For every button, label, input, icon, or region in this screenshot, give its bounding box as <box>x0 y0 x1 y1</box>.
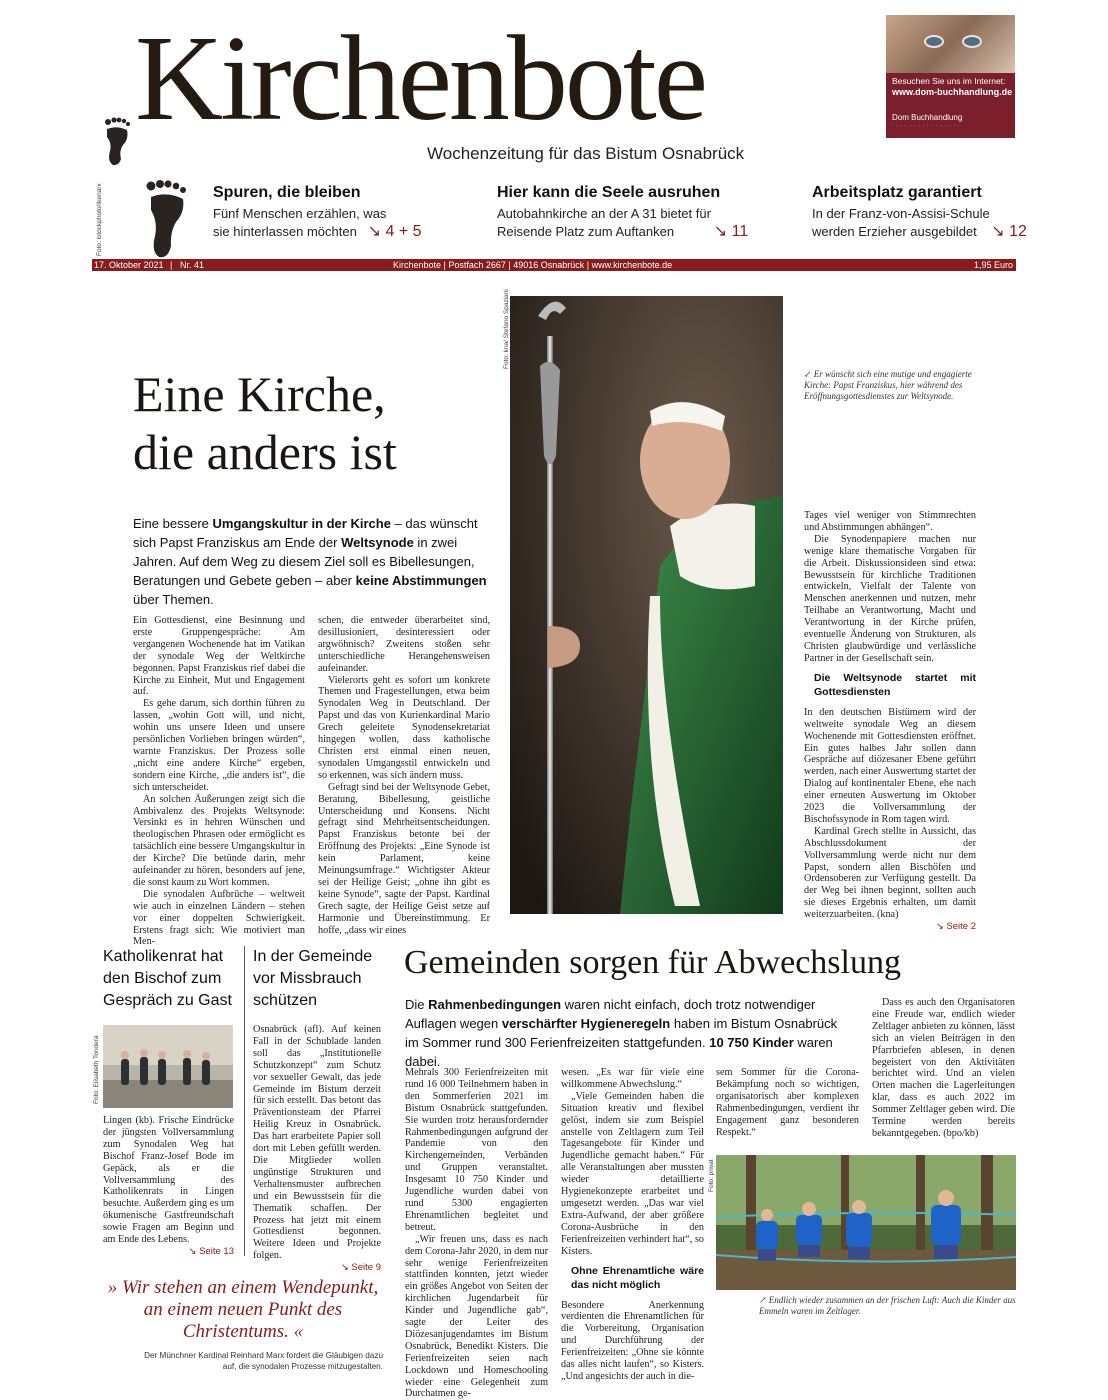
article2-lead-g: waren dabei. <box>405 1035 833 1069</box>
side1-ref[interactable]: ↘ Seite 13 <box>188 1245 234 1257</box>
masthead-subtitle: Wochenzeitung für das Bistum Osnabrück <box>427 144 745 163</box>
paragraph: Besondere Anerkennung verdienten die Ehrenamtlichen für die Vorbereitung, Organisation und Durchführung der Ferienfreizeiten: „Ohne sie könnte das alles nicht laufen“, so Kisters. „Und angesichts der auch in die- <box>561 1299 704 1382</box>
ad-url[interactable]: www.dom-buchhandlung.de <box>892 87 1013 97</box>
lead-headline <box>133 365 397 481</box>
teaser-2-line1: Autobahnkirche an der A 31 bietet für <box>497 206 711 221</box>
issue-number: Nr. 41 <box>180 260 205 270</box>
paragraph: sem Sommer für die Corona-Bekämpfung noch so wichtigen, organisatorisch aber komplexen Rahmenbedingungen, verdient ihr Engagement ganz besonderen Respekt.“ <box>716 1067 859 1138</box>
article2-col-3 <box>716 1067 859 1138</box>
teaser-2-ref: ↘ 11 <box>713 223 749 240</box>
pope-caption-text: Er wünscht sich eine mutige und engagierte Kirche: Papst Franziskus, hier während des Eröffnungsgottesdienstes zur Weltsynode. <box>804 369 972 401</box>
footprint-icon <box>103 117 133 167</box>
pope-photo <box>510 296 783 914</box>
article2-lead-b: Rahmenbedingungen <box>428 997 562 1012</box>
side2-ref[interactable]: ↘ Seite 9 <box>340 1262 381 1274</box>
lead-intro-c: – das wünscht sich Papst Franziskus am Ende der <box>133 516 478 550</box>
issue-date: 17. Oktober 2021 <box>94 260 164 270</box>
teaser-1-line2: sie hinterlassen möchten <box>213 224 357 239</box>
paragraph: „Viele Gemeinden haben die Situation kreativ und flexibel gelöst, indem sie zum Beispiel anstelle von Zeltlagern zum Teil Tagesangebote für Kinder und Jugendliche gemacht haben.“ Für alle Veranstaltungen aber mussten wieder detaillierte Hygienekonzepte erarbeitet und umgesetzt werden. „Das war viel Extra-Aufwand, der aber größere Corona-Ausbrüche in den Ferienfreizeiten verhindert hat“, so Kisters. <box>561 1090 704 1257</box>
side1-text: Lingen (kb). Frische Eindrücke der jüngsten Vollversammlung zum Synodalen Weg hat Bischof Franz-Josef Bode im Gepäck, als er die Vollversammlung des Katholikenrats in Lingen besuchte. Außerdem ging es um ökumenische Gastfreundschaft sowie Fragen am Beginn und am Ende des Lebens. <box>103 1115 234 1246</box>
teaser-3-line2: werden Erzieher ausgebildet <box>812 224 977 239</box>
quote-attribution <box>103 1350 383 1372</box>
paragraph: Tages viel weniger von Stimmrechten und Abstimmungen abhängen“. <box>804 510 976 533</box>
article2-lead-c: waren nicht einfach, doch trotz notwendiger Auflagen wegen <box>405 997 816 1031</box>
lead-col-1 <box>133 615 305 948</box>
side2-headline: In der Gemeinde vor Missbrauch schützen <box>253 948 373 1009</box>
paragraph: Dass es auch den Organisatoren eine Freude war, endlich wieder Zeltlager anbieten zu können, lässt sich an vielen Beiträgen in den Pfarrbriefen ablesen, in denen begeistert von den Aktivitäten berichtet wird. Und an vielen Orten machen die Lagerleitungen klar, dass es auch 2022 im Sommer Zeltlager geben wird. Die Termine werden bereits bekanntgegeben. (bpo/kb) <box>872 997 1015 1139</box>
article2-subhead: Ohne Ehrenamtliche wäre das nicht möglich <box>571 1264 704 1291</box>
teaser-2[interactable] <box>497 184 748 241</box>
article2-lead-d: verschärfter Hygieneregeln <box>501 1016 671 1031</box>
teaser-1[interactable] <box>213 184 422 241</box>
paragraph: Ein Gottesdienst, eine Besinnung und erste Gruppengespräche: Am vergangenen Wochenende hat im Vatikan der synodale Weg der Weltkirche begonnen. Papst Franziskus rief dabei die Kirche zu Einheit, Mut und Engagement auf. <box>133 615 305 698</box>
camp-caption-text: Endlich wieder zusammen an der frischen Luft: Auch die Kinder aus Emmeln waren im Zeltlager. <box>759 1295 1016 1316</box>
article2-col-1 <box>405 1067 548 1400</box>
lead-intro-a: Eine bessere <box>133 516 213 531</box>
paragraph: Es gehe darum, sich dorthin führen zu lassen, „wohin Gott will, und nicht, wohin uns unsere Ideen und unsere persönlichen Vorlieben bringen würden“, warnte Franziskus. Der Prozess solle „nicht eine andere Kirche“ ergeben, sondern eine Kirche, „die anders ist“, die sich unterscheidet. <box>133 698 305 793</box>
lead-intro-b: Umgangskultur in der Kirche <box>212 516 391 531</box>
lead-intro-f: keine Abstimmungen <box>355 573 487 588</box>
side2-body <box>253 1024 381 1274</box>
lead-subhead: Die Weltsynode startet mit Gottesdiensten <box>814 671 976 698</box>
column-divider <box>244 946 245 1256</box>
side1-headline: Katholikenrat hat den Bischof zum Gespräch zu Gast <box>103 948 232 1009</box>
lead-headline-line2: die anders ist <box>133 424 397 480</box>
lead-headline-line1: Eine Kirche, <box>133 366 386 422</box>
teaser-3-title: Arbeitsplatz garantiert <box>812 184 982 201</box>
article2-lead <box>405 995 850 1071</box>
ad-photo <box>886 15 1015 73</box>
paragraph: Gefragt sind bei der Weltsynode Gebet, Beratung, Bibellesung, geistliche Unterscheidung und Konsens. Nicht gefragt sind Mehrheitsentscheidungen. Papst Franziskus betonte bei der Eröffnung des Projekts: „Eine Synode ist kein Parlament, keine Meinungsumfrage.“ Wichtigster Akteur sei der Heilige Geist; „ohne ihn gibt es keine Synode“, sagte der Papst. Kardinal Grech sagte, der Heilige Geist setze auf Harmonie und Übereinstimmung. Er hoffe, „dass wir eines <box>318 781 490 936</box>
paragraph: „Wir freuen uns, dass es nach dem Corona-Jahr 2020, in dem nur sehr wenige Ferienfreizeiten stattfinden konnten, jetzt wieder ein größes Angebot von Seiten der kirchlichen Jugendarbeit für Kinder und Jugendliche gab“, sagte der Leiter des Diözesanjugendamtes im Bistum Osnabrück, Benedikt Kisters. Die Ferienfreizeiten seien nach Lockdown und Homeschooling wieder eine Gelegenheit zum Durchatmen ge- <box>405 1233 548 1400</box>
teaser-1-title: Spuren, die bleiben <box>213 184 361 201</box>
paragraph: Mehrals 300 Ferienfreizeiten mit rund 16 000 Teilnehmern haben in den Sommerferien 2021 im Bistum Osnabrück stattgefunden. Sie wurden trotz herausfordernder Rahmenbedingungen aufgrund der Pandemie von den Kirchengemeinden, Verbänden und Gruppen veranstaltet. Insgesamt 10 750 Kinder und Jugendliche wurden dabei von rund 5300 engagierten Ehrenamtlichen begleitet und betreut. <box>405 1067 548 1233</box>
article2-col-4 <box>872 997 1015 1140</box>
article2-lead-f: 10 750 Kinder <box>709 1035 794 1050</box>
ad-dom-buchhandlung[interactable]: Besuchen Sie uns im Internet: www.dom-buchhandlung.de Dom Buchhandlung ................ <box>886 15 1015 138</box>
paragraph: Vielerorts geht es sofort um konkrete Themen und Fragestellungen, etwa beim Synodalen Weg in Deutschland. Der Papst und das von Kurienkardinal Mario Grech geleitete Synodensekretariat hingegen wollen, dass katholische Christen erst einmal einen neuen, synodalen Umgangsstil entwickeln und so erkennen, was sich ändern muss. <box>318 674 490 781</box>
footprint-credit: Foto: istockphoto/Ikenarx <box>96 183 103 256</box>
lead-intro <box>133 514 488 609</box>
teaser-3-ref: ↘ 12 <box>991 223 1027 240</box>
teaser-3-line1: In der Franz-von-Assisi-Schule <box>812 206 990 221</box>
paragraph: An solchen Äußerungen zeigt sich die Ambivalenz des Projekts Weltsynode: Versinkt es in hehren Wünschen und theologischen Phrasen oder ermöglicht es tatsächlich eine bessere Umgangskultur in der Kirche? Die betünde darin, mehr aufeinander zu hören, besonders auf jene, die sonst kaum zu Wort kommen. <box>133 793 306 888</box>
lead-ref[interactable]: ↘ Seite 2 <box>935 921 976 933</box>
pope-caption: ↙ Er wünscht sich eine mutige und engagierte Kirche: Papst Franziskus, hier während des Eröffnungsgottesdienstes zur Weltsynode. <box>804 369 972 401</box>
camp-caption: ↗ Endlich wieder zusammen an der frischen Luft: Auch die Kinder aus Emmeln waren im Zeltlager. <box>759 1295 1016 1316</box>
quote-attribution-line2: auf, die synodalen Prozesse mitzugestalten. <box>222 1362 383 1371</box>
article2-headline: Gemeinden sorgen für Abwechslung <box>404 944 901 981</box>
lead-intro-g: über Themen. <box>133 592 214 607</box>
masthead-title: Kirchenbote <box>135 11 705 146</box>
teaser-1-ref: ↘ 4 + 5 <box>367 223 422 240</box>
article2-lead-a: Die <box>405 997 429 1012</box>
teaser-2-line2: Reisende Platz zum Auftanken <box>497 224 675 239</box>
article2-col-2 <box>561 1067 704 1383</box>
pope-credit: Foto: kna/ Stefano Spaziani <box>503 289 510 369</box>
lead-col-3 <box>804 510 976 933</box>
paragraph: Die Synodenpapiere machen nur wenige klare thematische Vorgaben für die Arbeit. Diskussionsideen sind etwa: Bewusstsein für kirchliche Traditionen entwickeln, Vielfalt der Talente von Menschen anerkennen und nutzen, mehr Teilhabe an Verantwortung, Macht und Verantwortung in der Kirche prüfen, eventuelle Änderung von Strukturen, als Christen glaubwürdige und verlässliche Partner in der Gesellschaft sein. <box>804 533 976 664</box>
paragraph: schen, die entweder überarbeitet sind, desillusioniert, desinteressiert oder argwöhnisch? Zweitens stoßen sehr unterschiedliche Herangehensweisen aufeinander. <box>318 615 490 674</box>
paragraph: wesen. „Es war für viele eine willkommene Abwechslung.“ <box>561 1067 704 1090</box>
teaser-2-title: Hier kann die Seele ausruhen <box>497 184 721 201</box>
lead-intro-d: Weltsynode <box>341 535 414 550</box>
side2-text: Osnabrück (afl). Auf keinen Fall in der Schublade landen soll das „Institutionelle Schutzkonzept“ zum Schutz vor sexueller Gewalt, das jede Gemeinde im Bistum derzeit für sich erstellt. Das betont das Präventionsteam der Pfarrei Heilig Kreuz in Osnabrück. Das hart erarbeitete Papier soll dort mit Leben gefüllt werden. Die Mitglieder wollen ungünstige Strukturen und Verhaltensmuster aufbrechen und ein Bewusstsein für die Thematik schaffen. Der Prozess hat jetzt mit einem Gottesdienst begonnen. Weitere Ideen und Projekte folgen. <box>253 1024 381 1262</box>
camp-photo <box>716 1155 1016 1290</box>
footprint-large-icon <box>145 180 190 260</box>
lead-col-2 <box>318 615 490 936</box>
article2-lead-e: haben im Bistum Osnabrück im Sommer rund 300 Ferienfreizeiten stattgefunden. <box>405 1016 838 1050</box>
side1-body <box>103 1115 234 1258</box>
paragraph: In den deutschen Bistümern wird der weltweite synodale Weg an diesem Wochenende mit Gottesdiensten eröffnet. Ein gutes halbes Jahr sollen dann Gespräche auf diözesaner Ebene geführt werden, nach einer Auswertung startet der Dialog auf kontinentaler Ebene, ehe nach einer erneuten Auswertung im Oktober 2023 die Vollversammlung der Bischofssynode in Rom tagen wird. <box>804 706 976 825</box>
teaser-3[interactable] <box>812 184 1027 241</box>
ad-logo: Dom Buchhandlung <box>892 113 963 122</box>
camp-credit: Foto: privat <box>708 1159 715 1192</box>
paragraph: Kardinal Grech stellte in Aussicht, das Abschlussdokument der Vollversammlung werde nicht nur dem Papst, sondern allen Bischöfen und Ordensoberen zur Verfügung gestellt. Da der Weg bei ihnen beginnt, sollten auch sie dieses Ergebnis erhalten, um damit weiterzuarbeiten. (kna) <box>804 825 976 921</box>
issue-bar: 17. Oktober 2021 | Nr. 41 Kirchenbote | Postfach 2667 | 49016 Osnabrück | www.kirchenbote.de 1,95 Euro <box>92 259 1016 271</box>
paragraph: Die synodalen Aufbrüche – weltweit wie auch in einzelnen Ländern – stehen vor einer doppelten Schwierigkeit. Erstens fragt sich: Wie motiviert man Men- <box>133 888 305 948</box>
lead-intro-e: in zwei Jahren. Auf dem Weg zu diesem Ziel soll es Bibellesungen, Beratungen und Gebete geben – aber <box>133 535 475 588</box>
issue-address: Kirchenbote | Postfach 2667 | 49016 Osnabrück | www.kirchenbote.de <box>393 260 673 270</box>
meeting-credit: Foto: Elisabeth Tondera <box>93 1035 100 1104</box>
teaser-1-line1: Fünf Menschen erzählen, was <box>213 206 387 221</box>
ad-line1: Besuchen Sie uns im Internet: <box>892 76 1006 86</box>
quote-attribution-line1: Der Münchner Kardinal Reinhard Marx fordert die Gläubigen dazu <box>144 1351 383 1360</box>
issue-price: 1,95 Euro <box>973 260 1013 270</box>
pull-quote: » Wir stehen an einem Wendepunkt, an einem neuen Punkt des Christentums. « <box>107 1277 379 1342</box>
meeting-photo <box>103 1025 233 1108</box>
